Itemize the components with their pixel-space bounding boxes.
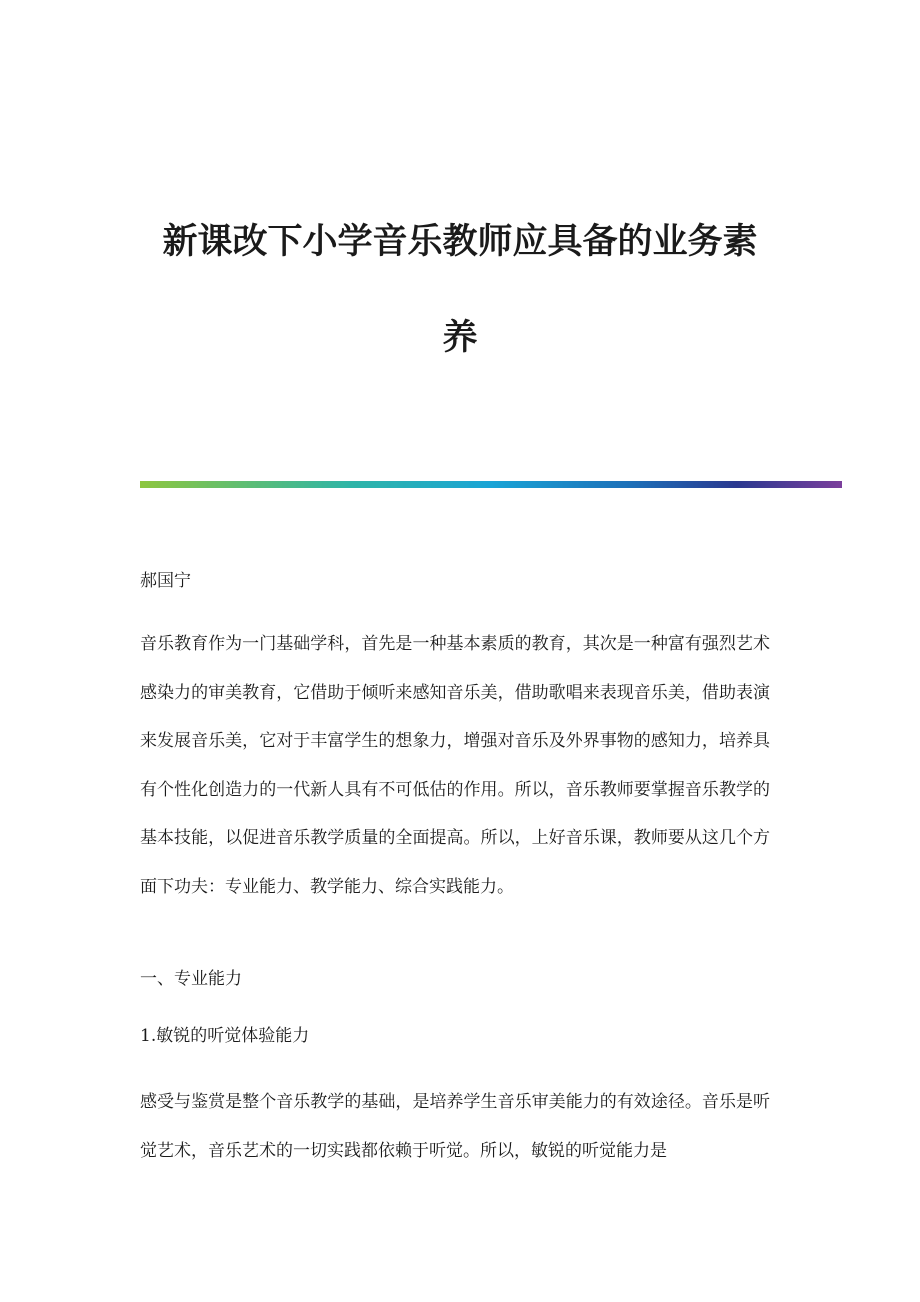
body-paragraph: 感受与鉴赏是整个音乐教学的基础，是培养学生音乐审美能力的有效途径。音乐是听觉艺术，音乐艺术的一切实践都依赖于听觉。所以，敏锐的听觉能力是 — [140, 1092, 770, 1161]
title-divider-gradient — [140, 481, 842, 488]
intro-paragraph: 音乐教育作为一门基础学科，首先是一种基本素质的教育，其次是一种富有强烈艺术感染力的审美教育，它借助于倾听来感知音乐美，借助歌唱来表现音乐美，借助表演来发展音乐美，它对于丰富学生的想象力，增强对音乐及外界事物的感知力，培养具有个性化创造力的一代新人具有不可低估的作用。所以，音乐教师要掌握音乐教学的基本技能，以促进音乐教学质量的全面提高。所以，上好音乐课，教师要从这几个方面下功夫：专业能力、教学能力、综合实践能力。 — [140, 634, 770, 897]
author-name: 郝国宁 — [140, 571, 191, 591]
document-title-line-1: 新课改下小学音乐教师应具备的业务素 — [162, 221, 758, 262]
document-title-line-2: 养 — [442, 317, 478, 358]
section-heading: 一、专业能力 — [140, 969, 242, 989]
subsection-heading: 1.敏锐的听觉体验能力 — [140, 1026, 310, 1046]
